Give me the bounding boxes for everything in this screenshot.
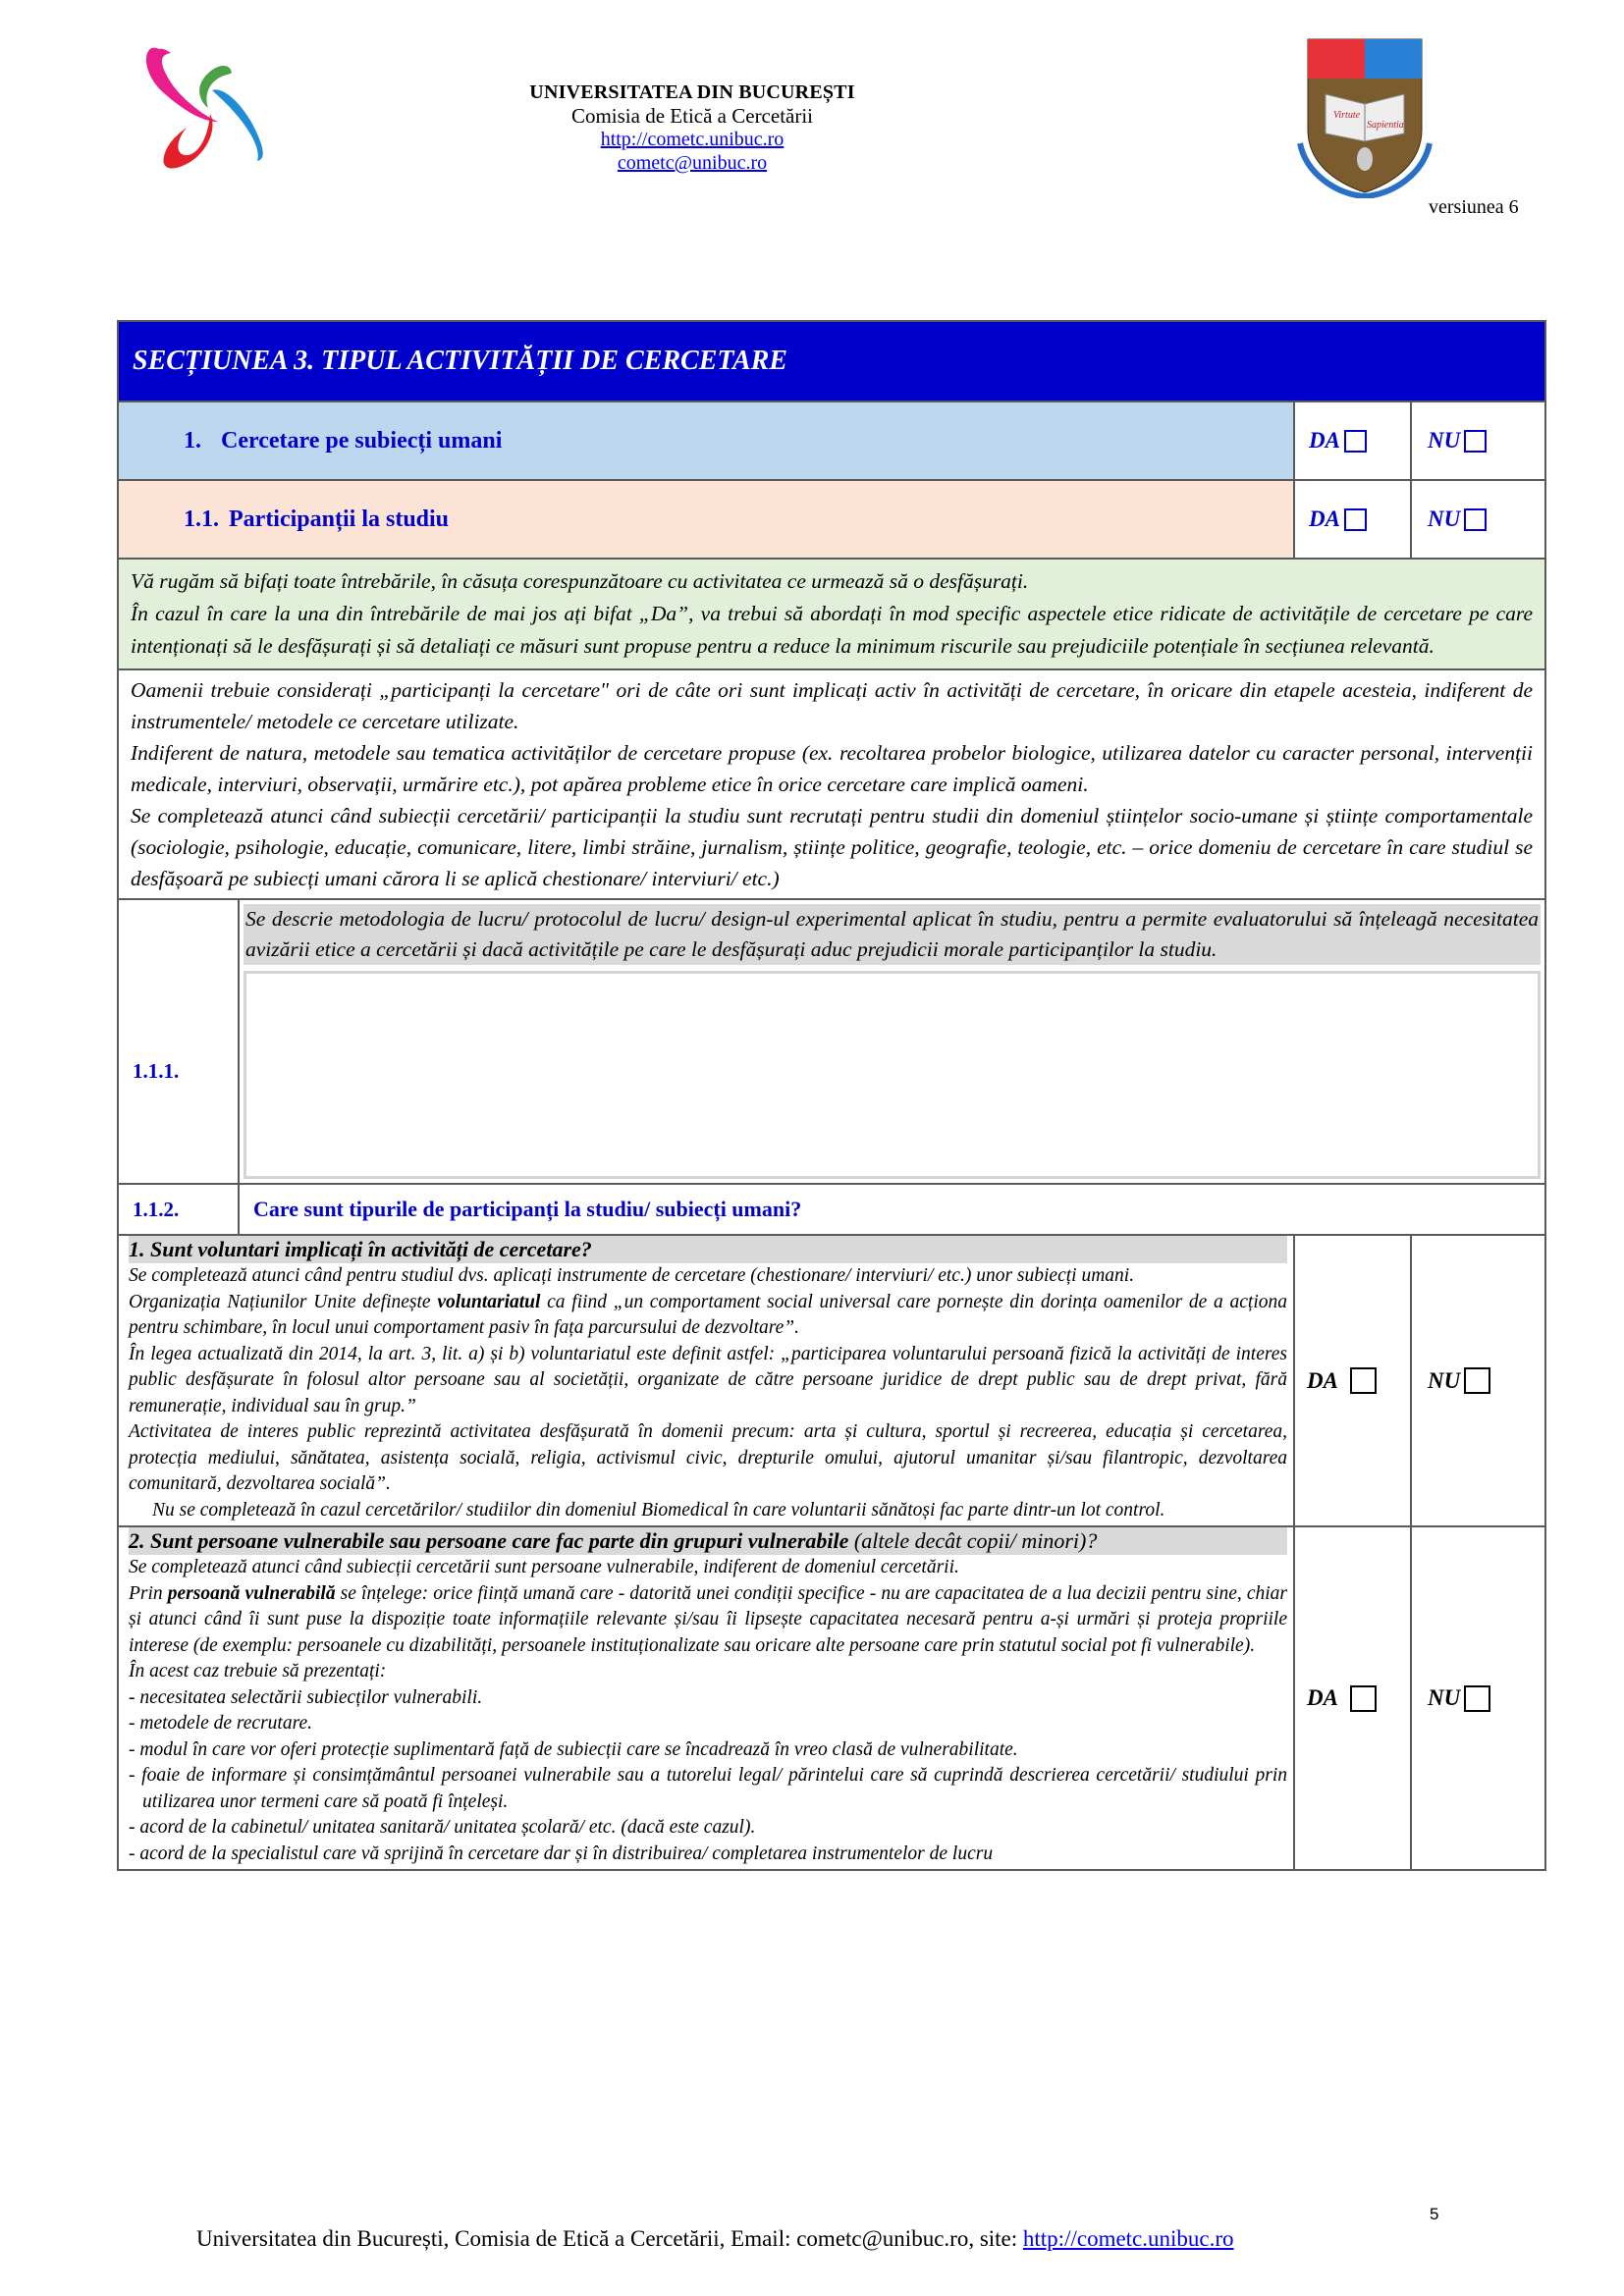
vulnerable-person-term: persoană vulnerabilă [167,1582,336,1604]
item-1-1-1-number: 1.1.1. [133,1058,180,1083]
item-1-1-text: Participanții la studiu [229,506,450,532]
website-link[interactable]: http://cometc.unibuc.ro [600,129,785,150]
item-1-text: Cercetare pe subiecți umani [221,427,503,454]
item-1-1-1-content [238,900,1544,1183]
text-span: 2. Sunt persoane vulnerabile sau persoane care fac parte din grupuri vulnerabile [129,1528,849,1553]
item-1-1-2-number: 1.1.2. [133,1197,180,1221]
item-1-no-checkbox[interactable] [1464,430,1487,453]
requirement-item: - modul în care vor oferi protecție suplimentară față de subiecții care se încadrează în vreo clasă de vulnerabilitate. [129,1738,1018,1760]
instruction-paragraph: Vă rugăm să bifați toate întrebările, în căsuța corespunzătoare cu activitatea ce urmează să o desfășurați. [131,569,1029,593]
footer-text: Universitatea din București, Comisia de Etică a Cercetării, Email: cometc@unibuc.ro, site: [196,2226,1023,2251]
research-activity-form [117,320,1546,1871]
item-1-1-yes-checkbox[interactable] [1344,508,1367,531]
question-2-title [129,1527,1287,1555]
text-span: se înțelege: orice ființă umană care - datorită unei condiții specifice - nu are capacitatea de a lua decizii pentru sine, chiar și atunci când îi sunt puse la dispoziție toate informațiile relevante și/sau îi lipsește capacitatea necesară pentru a-și urmări și proteja propriile interese (de exemplu: persoanele cu dizabilități, persoanele instituționalizate sau oricare alte persoane care prin statutul social pot fi vulnerabile). [129,1582,1287,1656]
no-label: NU [1428,428,1461,453]
letterhead [412,80,972,175]
description-paragraph: Se completează atunci când subiecții cercetării/ participanții la studiu sunt recrutați pentru studii din domeniul științelor socio-umane și științe comportamentale (sociologie, psihologie, educație, comunicare, litere, limbi străine, jurnalism, științe politice, geografie, teologie, etc. – orice domeniu de cercetare în care studiul se desfășoară pe subiecți umani cărora li se aplică chestionare/ interviuri/ etc.) [131,804,1533,890]
footer [196,2226,1234,2252]
item-1-label [119,402,1293,479]
requirement-item: - necesitatea selectării subiecților vulnerabili. [129,1686,483,1708]
yes-label: DA [1307,1685,1338,1710]
question-1-paragraph: Activitatea de interes public reprezintă activitatea desfășurată în domenii precum: arta și cultura, sportul și recreerea, educația și cercetarea, protecția mediului, sănătatea, asistența socială, religia, activismul civic, drepturile omului, ajutorul umanitar și/sau filantropic, dezvoltarea comunitară, dezvoltarea socială”. [129,1421,1287,1494]
item-1-row [119,400,1544,479]
instruction-paragraph: În cazul în care la una din întrebările de mai jos ați bifat „Da”, va trebui să abordați în mod specific aspectele etice ridicate de activitățile de cercetare pe care intenționați să le desfășurați și să detaliați ce măsuri sunt propuse pentru a reduce la minimum riscurile sau prejudiciile potențiale în secțiunea relevantă. [131,602,1533,658]
volunteering-term: voluntariatul [437,1291,541,1312]
text-span: Prin [129,1582,168,1604]
item-1-number: 1. [184,427,201,454]
item-1-1-label [119,481,1293,558]
no-label: NU [1428,1367,1461,1393]
item-1-1-row [119,479,1544,558]
item-1-1-2-question: Care sunt tipurile de participanți la studiu/ subiecți umani? [238,1185,1544,1234]
instructions-row [119,558,1544,668]
item-1-no-option[interactable] [1410,402,1544,479]
description-row [119,668,1544,898]
description-box [119,670,1544,898]
version-label: versiunea 6 [1429,196,1519,218]
yes-label: DA [1309,428,1340,453]
university-name: UNIVERSITATEA DIN BUCUREȘTI [529,81,855,103]
question-2-paragraph: În acest caz trebuie să prezentați: [129,1661,387,1682]
question-2-paragraph: Se completează atunci când subiecții cercetării sunt persoane vulnerabile, indiferent de domeniul cercetării. [129,1557,959,1577]
question-2-yes-option[interactable] [1293,1527,1410,1869]
no-label: NU [1428,1685,1461,1710]
item-1-1-2-row [119,1183,1544,1234]
question-1-text [119,1236,1293,1525]
question-1-note: Nu se completează în cazul cercetărilor/ studiilor din domeniul Biomedical în care voluntarii sănătoși fac parte dintr-un lot control. [152,1499,1165,1521]
methodology-prompt: Se descrie metodologia de lucru/ protocolul de lucru/ design-ul experimental aplicat în studiu, pentru a permite evaluatorului să înțeleagă necesitatea avizării etice a cercetării și dacă activitățile pe care le desfășurați aduc prejudicii morale participanților la studiu. [244,904,1541,965]
question-2-no-checkbox[interactable] [1464,1685,1490,1712]
question-1-paragraph [129,1290,1287,1342]
question-1-paragraph: În legea actualizată din 2014, la art. 3, lit. a) și b) voluntariatul este definit astfel: „participarea voluntarului persoană fizică la activități de interes public desfășurate în folosul altor persoane sau al societății, organizate de către persoane juridice de drept public sau de drept privat, fără remunerație, individual sau în grup.” [129,1343,1287,1416]
requirement-item: - foaie de informare și consimțământul persoanei vulnerabile sau a tutorelui legal/ părintelui care să cuprindă descrierea cercetării/ studiului prin utilizarea unor termeni care să poată fi înțeleși. [129,1765,1287,1812]
question-1-title: 1. Sunt voluntari implicați în activități de cercetare? [129,1236,1287,1263]
no-label: NU [1428,507,1461,531]
question-1-paragraph: Se completează atunci când pentru studiul dvs. aplicați instrumente de cercetare (chestionare/ interviuri/ etc.) unor subiecți umani. [129,1265,1135,1286]
footer-website-link[interactable]: http://cometc.unibuc.ro [1022,2226,1234,2251]
description-paragraph: Indiferent de natura, metodele sau tematica activităților de cercetare propuse (ex. recoltarea probelor biologice, utilizarea datelor cu caracter personal, intervenții medicale, interviuri, observații, urmărire etc.), pot apărea probleme etice în orice cercetare care implică oameni. [131,741,1533,796]
requirement-item: - acord de la cabinetul/ unitatea sanitară/ unitatea școlară/ etc. (dacă este cazul). [129,1817,756,1838]
question-1-yes-option[interactable] [1293,1236,1410,1525]
page-number: 5 [1430,2205,1439,2223]
commission-logo-icon [124,31,281,181]
item-1-yes-option[interactable] [1293,402,1410,479]
item-1-1-number: 1.1. [184,506,219,532]
text-span: ca fiind „un comportament social universal care pornește din dorința oamenilor de a acționa pentru schimbare, în locul unui comportament pasiv în fața parcursului de dezvoltare”. [129,1291,1287,1338]
question-1-row [119,1234,1544,1525]
item-1-1-no-option[interactable] [1410,481,1544,558]
requirement-item: - acord de la specialistul care vă sprijină în cercetare dar și în distribuirea/ completarea instrumentelor de lucru [129,1842,994,1864]
question-1-no-checkbox[interactable] [1464,1367,1490,1394]
section-header-row [119,322,1544,400]
university-crest-icon [1296,35,1434,198]
question-2-yes-checkbox[interactable] [1350,1685,1377,1712]
yes-label: DA [1309,507,1340,531]
section-title: SECȚIUNEA 3. TIPUL ACTIVITĂȚII DE CERCETARE [119,322,1544,400]
methodology-answer-field[interactable] [244,971,1541,1179]
question-2-text [119,1527,1293,1869]
question-2-row [119,1525,1544,1869]
email-link[interactable]: cometc@unibuc.ro [617,152,768,174]
commission-name: Comisia de Etică a Cercetării [570,104,814,128]
item-1-1-yes-option[interactable] [1293,481,1410,558]
question-1-no-option[interactable] [1410,1236,1544,1525]
svg-text:Sapientia: Sapientia [1367,120,1404,131]
item-1-yes-checkbox[interactable] [1344,430,1367,453]
yes-label: DA [1307,1367,1338,1393]
description-paragraph: Oamenii trebuie considerați „participanți la cercetare" ori de câte ori sunt implicați activ în activități de cercetare, în oricare din etapele acesteia, indiferent de instrumentele/ metodele ce cercetare utilizate. [131,678,1533,733]
question-1-yes-checkbox[interactable] [1350,1367,1377,1394]
text-span: (altele decât copii/ minori)? [848,1528,1098,1553]
requirement-item: - metodele de recrutare. [129,1713,312,1734]
item-1-1-no-checkbox[interactable] [1464,508,1487,531]
question-2-paragraph [129,1581,1287,1660]
question-2-no-option[interactable] [1410,1527,1544,1869]
item-1-1-1-row [119,898,1544,1183]
instructions-box [119,560,1544,668]
svg-text:Virtute: Virtute [1333,110,1361,121]
text-span: Organizația Națiunilor Unite definește [129,1291,438,1312]
